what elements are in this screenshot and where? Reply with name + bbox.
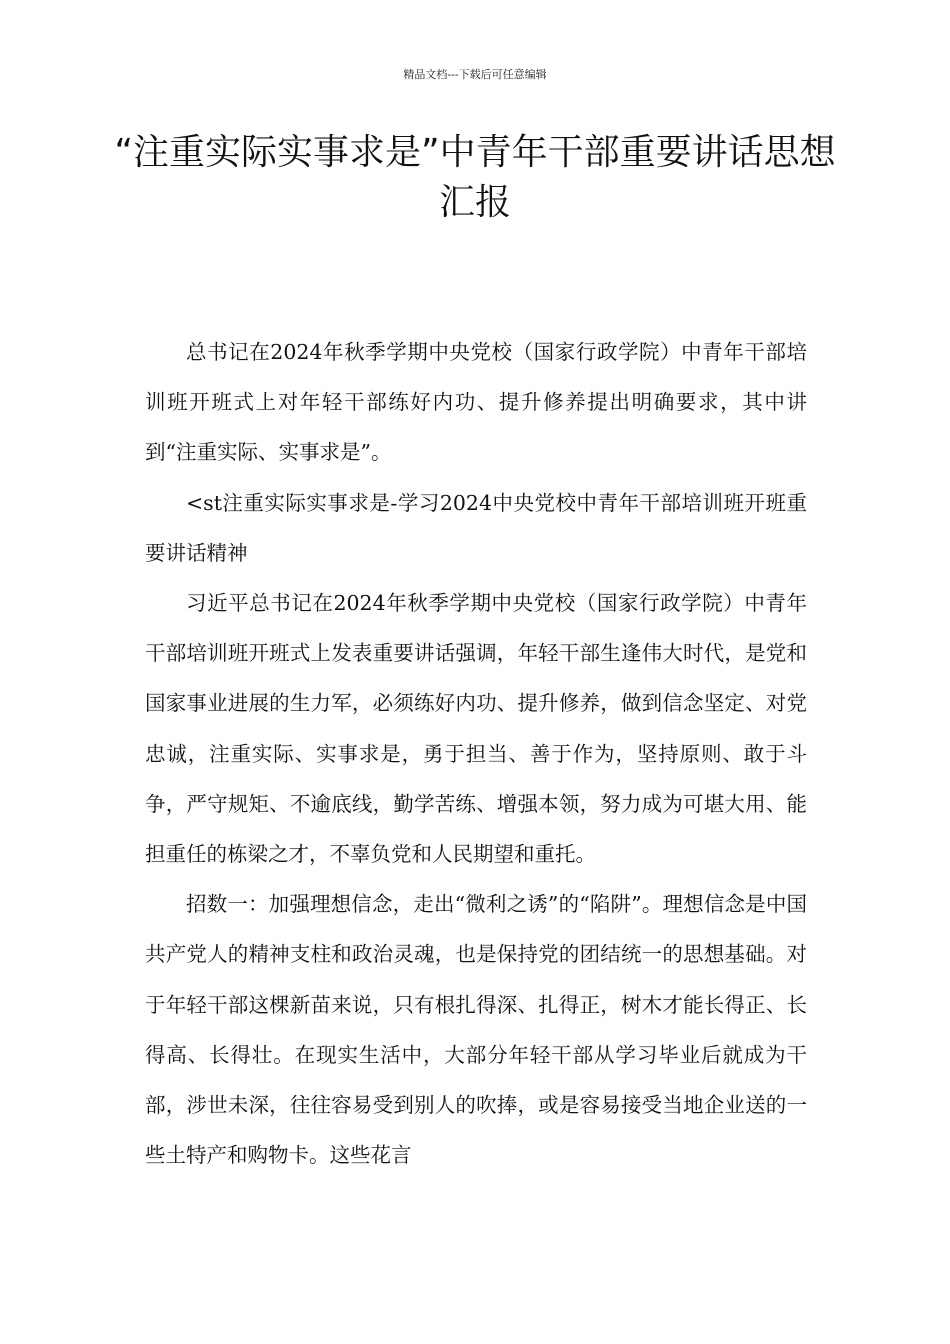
document-title: “注重实际实事求是”中青年干部重要讲话思想汇报 bbox=[114, 132, 836, 223]
body-paragraph: 总书记在2024年秋季学期中央党校（国家行政学院）中青年干部培训班开班式上对年轻干部练好内功、提升修养提出明确要求，其中讲到“注重实际、实事求是”。 bbox=[145, 340, 807, 465]
body-paragraph: 招数一：加强理想信念，走出“微利之诱”的“陷阱”。理想信念是中国共产党人的精神支柱和政治灵魂，也是保持党的团结统一的思想基础。对于年轻干部这棵新苗来说，只有根扎得深、扎得正，树木才能长得正、长得高、长得壮。在现实生活中，大部分年轻干部从学习毕业后就成为干部，涉世未深，往往容易受到别人的吹捧，或是容易接受当地企业送的一些土特产和购物卡。这些花言 bbox=[145, 892, 807, 1168]
page-header-note: 精品文档---下载后可任意编辑 bbox=[403, 68, 547, 81]
body-paragraph: 习近平总书记在2024年秋季学期中央党校（国家行政学院）中青年干部培训班开班式上发表重要讲话强调，年轻干部生逢伟大时代，是党和国家事业进展的生力军，必须练好内功、提升修养，做到信念坚定、对党忠诚，注重实际、实事求是，勇于担当、善于作为，坚持原则、敢于斗争，严守规矩、不逾底线，勤学苦练、增强本领，努力成为可堪大用、能担重任的栋梁之才，不辜负党和人民期望和重托。 bbox=[145, 591, 807, 867]
document-body bbox=[145, 327, 807, 1180]
body-paragraph: <st注重实际实事求是-学习2024中央党校中青年干部培训班开班重要讲话精神 bbox=[145, 490, 807, 565]
